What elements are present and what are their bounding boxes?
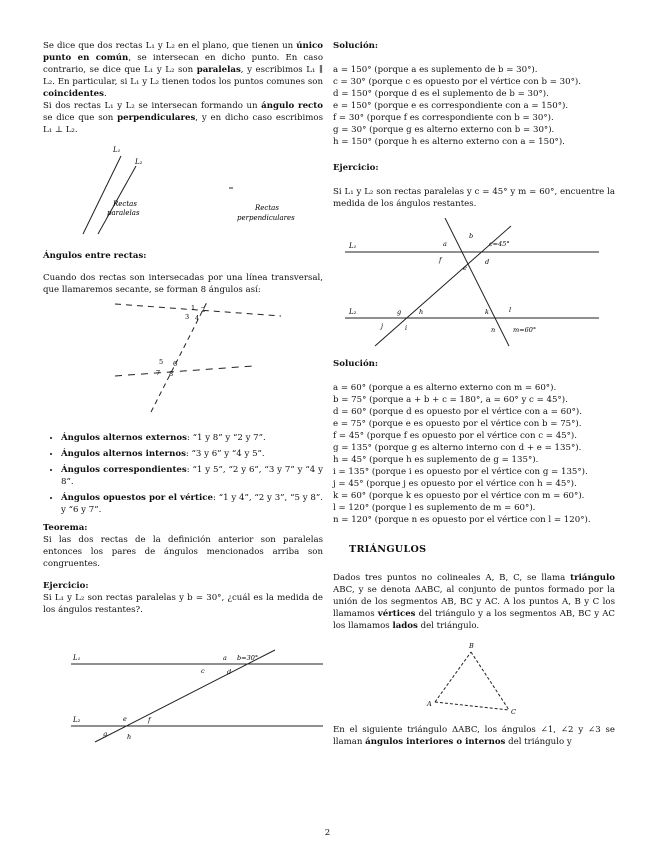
label-rectas-perp-2: perpendiculares [237,214,295,222]
side-ac [435,702,509,710]
angle-label-2: 2 [201,306,206,314]
term-perpendiculares: perpendiculares [117,113,196,123]
triangulo-definition: Dados tres puntos no colineales A, B, C, se llama triángulo ABC, y se denota ΔABC, al conjunto de puntos formado por la unión de los segmentos AB, BC y AC. A los puntos A, B y C los llamamos vértices del triángulo y a los segmentos AB, BC y AC los llamamos lados del triángulo. [333,573,615,631]
list-item: a = 150° (porque a es suplemento de b = 30°). [333,65,538,75]
angle-label-1: 1 [191,304,196,312]
label-l1: L₁ [349,242,357,250]
label-l2: L₂ [135,158,143,166]
list-item: h = 150° (porque h es alterno externo con a = 150°). [333,137,565,147]
lower-dashed-line [115,366,253,376]
label-m: m=60° [513,326,537,334]
perpendicular-paragraph: Si dos rectas L₁ y L₂ se intersecan formando un ángulo recto se dice que son perpendiculares, y en dicho caso escribimos L₁ ⊥ L₂. [43,101,324,135]
label-e: e [123,715,127,723]
label-e: e [463,264,467,272]
side-ab [435,652,471,702]
page-number: 2 [324,828,331,838]
term-unico-punto: único punto en común [43,41,323,63]
label-l2: L₂ [73,716,81,724]
list-item: a = 60° (porque a es alterno externo con m = 60°). [333,383,557,393]
list-item: l = 120° (porque l es suplemento de m = 60°). [333,503,536,513]
list-item: f = 30° (porque f es correspondiente con b = 30°). [333,113,554,123]
list-item: b = 75° (porque a + b + c = 180°, a = 60° y c = 45°). [333,395,568,405]
side-bc [471,652,509,710]
label-i: i [405,324,408,332]
right-column [333,40,615,748]
label-c: c [201,667,205,675]
angle-label-4: 4 [195,314,200,322]
label-a: a [443,240,447,248]
list-item: j = 45° (porque j es opuesto por el vértice con h = 45°). [333,479,577,489]
list-item: • Ángulos alternos externos: “1 y 8” y “2 y 7”. [61,432,323,444]
angle-label-3: 3 [185,313,190,321]
label-j: j [381,322,384,330]
angles-intro: Cuando dos rectas son intersecadas por una línea transversal, que llamaremos secante, se forman 8 ángulos así: [43,273,323,295]
term-paralelas: paralelas [196,65,241,75]
secant-2 [445,218,512,346]
label-l1: L₁ [113,146,121,154]
list-item: h = 45° (porque h es suplemento de g = 135°). [333,455,539,465]
label-a: a [223,654,227,662]
ejercicio-text: Si L₁ y L₂ son rectas paralelas y b = 30°, ¿cuál es la medida de los ángulos restantes?. [43,593,323,615]
figure-parallel-perpendicular [43,140,323,240]
vertex-a: A [427,700,432,708]
vertex-b: B [469,642,474,650]
list-item: • Ángulos alternos internos: “3 y 6” y “4 y 5”. [61,448,323,460]
parallel-line-1 [83,156,121,234]
list-item: e = 150° (porque e es correspondiente con a = 150°). [333,101,569,111]
ejercicio2-title: Ejercicio: [333,163,379,173]
left-column [43,40,323,746]
heading-angulos: Ángulos entre rectas: [43,251,147,261]
label-k: k [485,308,489,316]
solucion1-list [333,64,615,148]
ejercicio-title: Ejercicio: [43,581,89,591]
list-item: g = 30° (porque g es alterno externo con b = 30°). [333,125,555,135]
label-l1: L₁ [73,654,81,662]
list-item: c = 30° (porque c es opuesto por el vértice con b = 30°). [333,77,581,87]
angle-label-8: 8 [169,370,174,378]
term-angulo-recto: ángulo recto [261,101,323,111]
label-l: l [509,306,512,314]
vertex-c: C [511,708,516,716]
label-f: f [148,716,151,724]
label-g: g [103,730,108,738]
solucion1-title: Solución: [333,41,379,51]
angle-label-7: 7 [156,369,161,377]
label-rectas-paralelas-1: Rectas [113,200,137,208]
label-l2: L₂ [349,308,357,316]
label-n: n [491,326,496,334]
list-item: k = 60° (porque k es opuesto por el vértice con m = 60°). [333,491,585,501]
teorema-text: Si las dos rectas de la definición anterior son paralelas entonces los pares de ángulos mencionados arriba son congruentes. [43,535,323,569]
list-item: d = 60° (porque d es opuesto por el vértice con a = 60°). [333,407,582,417]
angle-label-5: 5 [159,358,164,366]
figure-eight-angles [43,296,323,426]
label-b: b [469,232,474,240]
term-coincidentes: coincidentes [43,89,104,99]
angle-types-list [43,432,323,516]
list-item: e = 75° (porque e es opuesto por el vértice con b = 75°). [333,419,582,429]
label-c: c=45° [489,240,510,248]
list-item: f = 45° (porque f es opuesto por el vértice con c = 45°). [333,431,578,441]
figure-exercise-1 [43,636,323,746]
label-g: g [397,308,402,316]
teorema-title: Teorema: [43,523,88,533]
intro-paragraph: Se dice que dos rectas L₁ y L₂ en el plano, que tienen un único punto en común, se intersecan en dicho punto. En caso contrario, se dice que L₁ y L₂ son paralelas, y escribimos L₁ ∥ L₂. En particular, si L₁ y L₂ tienen todos los puntos comunes son coincidentes. [43,41,323,99]
solucion2-title: Solución: [333,359,379,369]
list-item: • Ángulos opuestos por el vértice: “1 y 4”, “2 y 3”, “5 y 8”. y “6 y 7”. [61,492,323,516]
angle-label-6: 6 [173,360,178,368]
ejercicio2-text: Si L₁ y L₂ son rectas paralelas y c = 45° y m = 60°, encuentre la medida de los ángulos restantes. [333,187,615,209]
list-item: d = 150° (porque d es el suplemento de b = 30°). [333,89,549,99]
label-rectas-paralelas-2: paralelas [107,209,140,217]
figure-exercise-2 [333,218,615,348]
label-f: f [439,256,442,264]
figure-triangle [333,638,615,718]
triangulos-title: TRIÁNGULOS [349,544,427,555]
label-b: b=30° [237,654,259,662]
list-item: i = 135° (porque i es opuesto por el vértice con g = 135°). [333,467,588,477]
label-h: h [419,308,424,316]
solucion2-list [333,382,615,526]
interior-angles-paragraph: En el siguiente triángulo ΔABC, los ángulos ∠1, ∠2 y ∠3 se llaman ángulos interiores o internos del triángulo y [333,725,615,747]
label-h: h [127,733,132,741]
label-d: d [485,258,490,266]
list-item: n = 120° (porque n es opuesto por el vértice con l = 120°). [333,515,591,525]
label-rectas-perp-1: Rectas [255,204,279,212]
label-d: d [227,668,232,676]
list-item: g = 135° (porque g es alterno interno con d + e = 135°). [333,443,582,453]
list-item: • Ángulos correspondientes: “1 y 5”, “2 y 6”, “3 y 7” y “4 y 8”. [61,464,323,488]
